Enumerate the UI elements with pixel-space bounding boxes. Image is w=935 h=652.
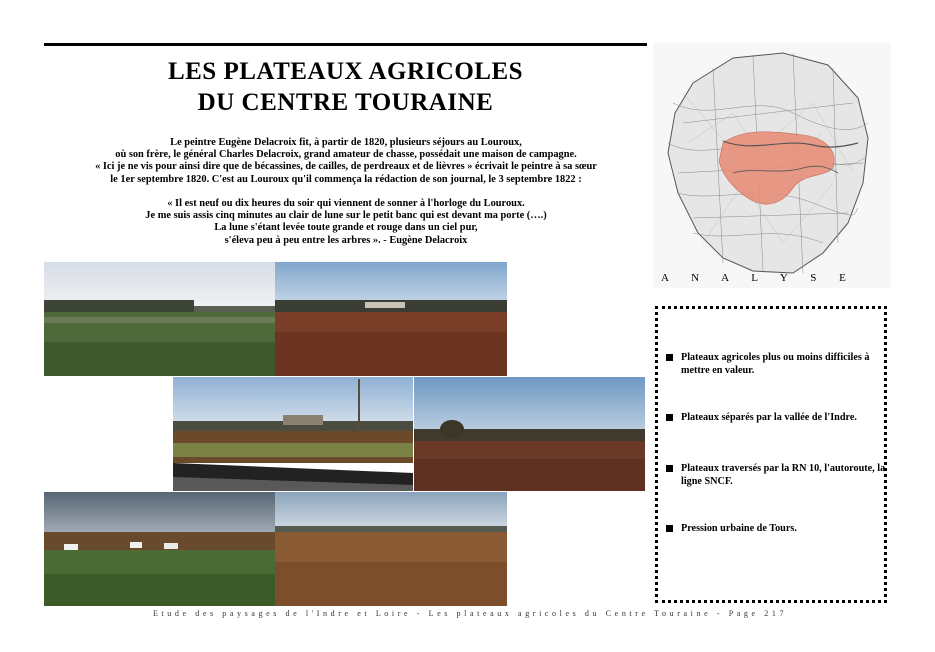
intro-paragraph [62,137,630,186]
title-line-2: DU CENTRE TOURAINE [197,89,494,116]
intro-line: où son frère, le général Charles Delacroix, grand amateur de chasse, possédait une maison de campagne. [115,149,577,161]
intro-line: « Ici je ne vis pour ainsi dire que de bécassines, de cailles, de perdreaux et de lièvres » écrivait le peintre à sa sœur [95,161,597,173]
touraine-map-graphic [653,43,891,288]
photo-plowed-field [275,262,507,376]
map-caption: A N A L Y S E [661,272,856,284]
page-title [44,56,647,118]
key-point [666,352,891,377]
map-analyse [653,43,891,288]
bullet-square-icon [666,414,673,421]
photo-village-field [44,492,275,606]
bullet-square-icon [666,525,673,532]
delacroix-quote [62,198,630,247]
key-point [666,412,891,425]
quote-line: s'éleva peu à peu entre les arbres ». - Eugène Delacroix [224,234,468,246]
key-point-text: Plateaux séparés par la vallée de l'Indre. [681,412,857,423]
title-line-1: LES PLATEAUX AGRICOLES [167,58,524,85]
photo-road-field [173,377,413,491]
key-point [666,463,891,488]
intro-line: le 1er septembre 1820. C'est au Louroux qu'il commença la rédaction de son journal, le 3 septembre 1822 : [110,173,582,185]
key-point-text: Plateaux agricoles plus ou moins difficiles à mettre en valeur. [681,352,870,376]
bullet-square-icon [666,354,673,361]
photo-field-trees [414,377,645,491]
photo-green-field [44,262,275,376]
top-rule [44,43,647,46]
quote-line: Je me suis assis cinq minutes au clair de lune sur le petit banc qui est devant ma porte (….) [145,210,547,222]
key-point-text: Plateaux traversés par la RN 10, l'autoroute, la ligne SNCF. [681,463,886,487]
key-point-text: Pression urbaine de Tours. [681,523,797,534]
photo-stubble-field [275,492,507,606]
intro-line: Le peintre Eugène Delacroix fit, à partir de 1820, plusieurs séjours au Louroux, [170,137,522,148]
page-footer: Etude des paysages de l'Indre et Loire - Les plateaux agricoles du Centre Touraine - Page 217 [152,609,788,618]
bullet-square-icon [666,465,673,472]
key-point [666,523,891,536]
quote-line: La lune s'étant levée toute grande et rouge dans un ciel pur, [214,222,478,234]
key-points-box [655,306,887,603]
quote-line: « Il est neuf ou dix heures du soir qui viennent de sonner à l'horloge du Louroux. [167,198,525,209]
